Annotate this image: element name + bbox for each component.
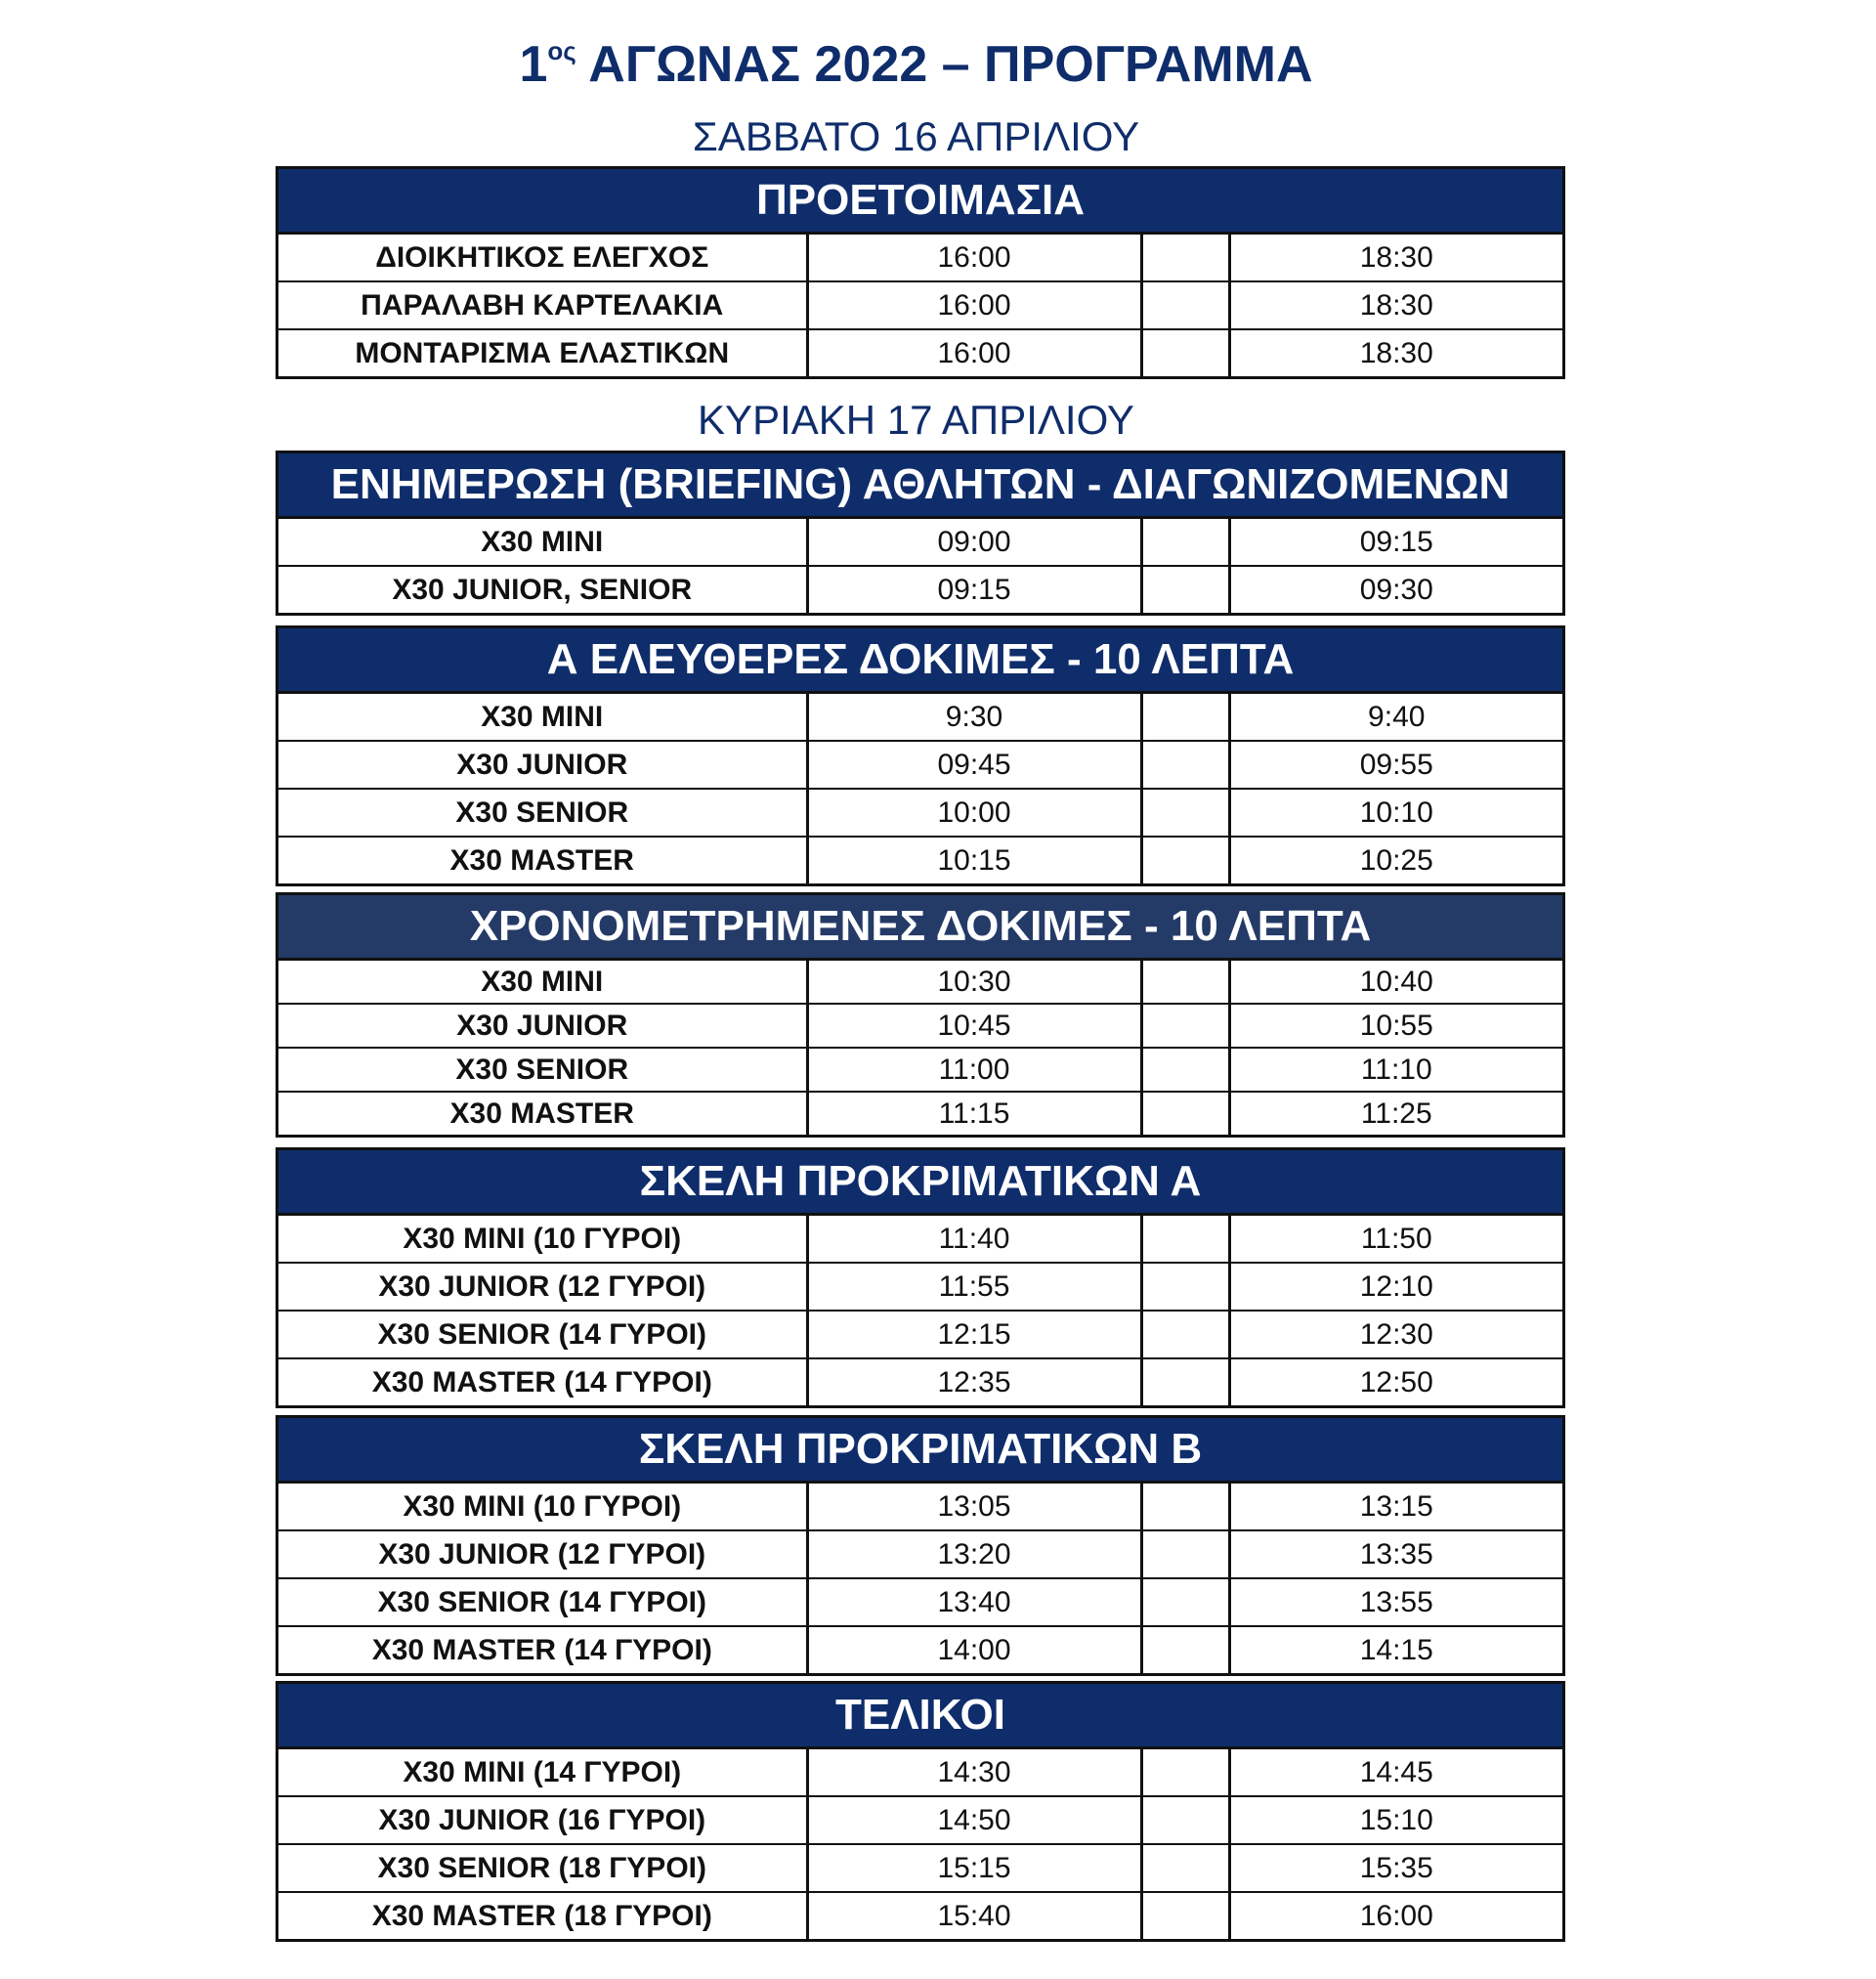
start-time: 15:15 [807,1844,1141,1892]
blank-cell [1141,1004,1229,1048]
row-label: X30 SENIOR (14 ΓΥΡΟΙ) [278,1578,807,1626]
section-header: ΧΡΟΝΟΜΕΤΡΗΜΕΝΕΣ ΔΟΚΙΜΕΣ - 10 ΛΕΠΤΑ [278,895,1562,961]
row-label: X30 SENIOR (14 ΓΥΡΟΙ) [278,1311,807,1358]
blank-cell [1141,1578,1229,1626]
section-header: ΣΚΕΛΗ ΠΡΟΚΡΙΜΑΤΙΚΩΝ Α [278,1150,1562,1216]
end-time: 18:30 [1359,336,1433,369]
schedule-table [278,235,1562,376]
blank-cell [1141,1484,1229,1530]
blank-cell [1141,1530,1229,1578]
row-label: ΜΟΝΤΑΡΙΣΜΑ ΕΛΑΣΤΙΚΩΝ [278,329,807,376]
schedule-table [278,961,1562,1135]
start-time: 13:05 [807,1484,1141,1530]
section-header: ΕΝΗΜΕΡΩΣΗ (BRIEFING) ΑΘΛΗΤΩΝ - ΔΙΑΓΩΝΙΖΟΜΕΝΩΝ [278,453,1562,519]
table-row [278,1796,1562,1844]
end-time: 09:15 [1229,519,1562,566]
end-time: 13:55 [1229,1578,1562,1626]
blank-cell [1141,1844,1229,1892]
blank-cell [1141,235,1229,281]
blank-cell [1141,1796,1229,1844]
start-time: 09:45 [807,741,1141,789]
title-superscript: ος [547,36,576,65]
start-time: 10:30 [807,961,1141,1004]
row-label: ΔΙΟΙΚΗΤΙΚΟΣ ΕΛΕΓΧΟΣ [278,235,807,281]
start-time: 14:00 [807,1626,1141,1673]
end-time: 12:50 [1359,1365,1433,1398]
blank-cell [1141,1892,1229,1939]
start-time: 16:00 [807,281,1141,329]
row-label: X30 JUNIOR, SENIOR [278,566,807,613]
blank-cell [1141,1749,1229,1796]
start-time: 11:15 [807,1092,1141,1135]
blank-cell [1141,329,1229,376]
end-time: 13:35 [1229,1530,1562,1578]
schedule-table [278,1749,1562,1939]
row-label: X30 MINI [278,694,807,741]
section-timed-practice [276,892,1565,1138]
section-free-practice [276,625,1565,886]
end-time: 18:30 [1229,235,1562,281]
table-row [278,1484,1562,1530]
end-time: 14:15 [1359,1633,1433,1666]
end-time: 12:30 [1229,1311,1562,1358]
table-row [278,1358,1562,1405]
blank-cell [1141,837,1229,883]
start-time: 10:45 [807,1004,1141,1048]
end-time: 14:45 [1229,1749,1562,1796]
start-time: 14:30 [807,1749,1141,1796]
row-label: X30 MASTER (18 ΓΥΡΟΙ) [278,1892,807,1939]
end-time: 11:50 [1229,1216,1562,1263]
section-preparation [276,166,1565,379]
row-label: X30 JUNIOR (12 ΓΥΡΟΙ) [278,1530,807,1578]
row-label: X30 MINI (10 ΓΥΡΟΙ) [278,1216,807,1263]
row-label: X30 MASTER (14 ΓΥΡΟΙ) [278,1626,807,1673]
day-title-saturday: ΣΑΒΒΑΤΟ 16 ΑΠΡΙΛΙΟΥ [692,113,1140,159]
blank-cell [1141,1358,1229,1405]
blank-cell [1141,281,1229,329]
table-row [278,961,1562,1004]
table-row [278,1092,1562,1135]
row-label: X30 SENIOR [278,789,807,837]
blank-cell [1141,1216,1229,1263]
row-label: X30 JUNIOR [278,1004,807,1048]
blank-cell [1141,961,1229,1004]
table-row [278,1263,1562,1311]
section-briefing [276,451,1565,616]
row-label: X30 JUNIOR (16 ΓΥΡΟΙ) [278,1796,807,1844]
start-time: 10:15 [807,837,1141,883]
row-label: X30 MASTER [278,1092,807,1135]
table-row [278,1004,1562,1048]
blank-cell [1141,789,1229,837]
end-time: 15:35 [1229,1844,1562,1892]
row-label: X30 MINI (14 ΓΥΡΟΙ) [278,1749,807,1796]
end-time: 12:10 [1229,1263,1562,1311]
start-time: 15:40 [807,1892,1141,1939]
end-time: 09:55 [1229,741,1562,789]
row-label: X30 MASTER (14 ΓΥΡΟΙ) [278,1358,807,1405]
row-label: X30 JUNIOR [278,741,807,789]
blank-cell [1141,1311,1229,1358]
schedule-table [278,1216,1562,1405]
table-row [278,1530,1562,1578]
blank-cell [1141,694,1229,741]
end-time: 9:40 [1229,694,1562,741]
table-row [278,235,1562,281]
schedule-table [278,1484,1562,1673]
blank-cell [1141,1263,1229,1311]
start-time: 09:00 [807,519,1141,566]
section-header: ΤΕΛΙΚΟΙ [278,1684,1562,1749]
title-main: ΑΓΩΝΑΣ 2022 – ΠΡΟΓΡΑΜΜΑ [588,36,1313,93]
start-time: 12:15 [807,1311,1141,1358]
start-time: 11:40 [807,1216,1141,1263]
section-finals [276,1681,1565,1942]
end-time: 09:30 [1359,573,1433,606]
start-time: 14:50 [807,1796,1141,1844]
table-row [278,694,1562,741]
section-qualifying-a [276,1147,1565,1408]
section-qualifying-b [276,1415,1565,1676]
start-time: 10:00 [807,789,1141,837]
table-row [278,1749,1562,1796]
day-title-sunday: ΚΥΡΙΑΚΗ 17 ΑΠΡΙΛΙΟΥ [698,397,1134,443]
section-header: Α ΕΛΕΥΘΕΡΕΣ ΔΟΚΙΜΕΣ - 10 ΛΕΠΤΑ [278,628,1562,694]
start-time: 13:40 [807,1578,1141,1626]
title-prefix: 1 [519,36,548,93]
end-time: 13:15 [1229,1484,1562,1530]
blank-cell [1141,519,1229,566]
row-label: X30 SENIOR (18 ΓΥΡΟΙ) [278,1844,807,1892]
start-time: 16:00 [807,329,1141,376]
table-row [278,1216,1562,1263]
end-time: 18:30 [1229,281,1562,329]
end-time: 10:25 [1359,843,1433,877]
table-row [278,1311,1562,1358]
row-label: X30 MINI [278,961,807,1004]
row-label: X30 SENIOR [278,1048,807,1092]
section-header: ΠΡΟΕΤΟΙΜΑΣΙΑ [278,169,1562,235]
end-time: 10:10 [1229,789,1562,837]
blank-cell [1141,1626,1229,1673]
row-label: X30 MINI [278,519,807,566]
end-time: 11:25 [1360,1097,1432,1130]
table-row [278,281,1562,329]
row-label: X30 MINI (10 ΓΥΡΟΙ) [278,1484,807,1530]
table-row [278,741,1562,789]
start-time: 16:00 [807,235,1141,281]
table-row [278,566,1562,613]
blank-cell [1141,1048,1229,1092]
row-label: X30 JUNIOR (12 ΓΥΡΟΙ) [278,1263,807,1311]
table-row [278,789,1562,837]
start-time: 12:35 [807,1358,1141,1405]
start-time: 09:15 [807,566,1141,613]
blank-cell [1141,566,1229,613]
start-time: 9:30 [807,694,1141,741]
end-time: 16:00 [1359,1899,1433,1932]
blank-cell [1141,741,1229,789]
table-row [278,1844,1562,1892]
start-time: 11:00 [807,1048,1141,1092]
table-row [278,1048,1562,1092]
table-row [278,837,1562,883]
table-row [278,1626,1562,1673]
section-header: ΣΚΕΛΗ ΠΡΟΚΡΙΜΑΤΙΚΩΝ Β [278,1418,1562,1484]
blank-cell [1141,1092,1229,1135]
schedule-table [278,694,1562,883]
end-time: 10:40 [1229,961,1562,1004]
table-row [278,1578,1562,1626]
row-label: X30 MASTER [278,837,807,883]
table-row [278,329,1562,376]
start-time: 11:55 [807,1263,1141,1311]
page-title [0,29,1832,100]
start-time: 13:20 [807,1530,1141,1578]
row-label: ΠΑΡΑΛΑΒΗ ΚΑΡΤΕΛΑΚΙΑ [278,281,807,329]
end-time: 10:55 [1229,1004,1562,1048]
end-time: 15:10 [1229,1796,1562,1844]
schedule-table [278,519,1562,613]
table-row [278,1892,1562,1939]
end-time: 11:10 [1229,1048,1562,1092]
table-row [278,519,1562,566]
